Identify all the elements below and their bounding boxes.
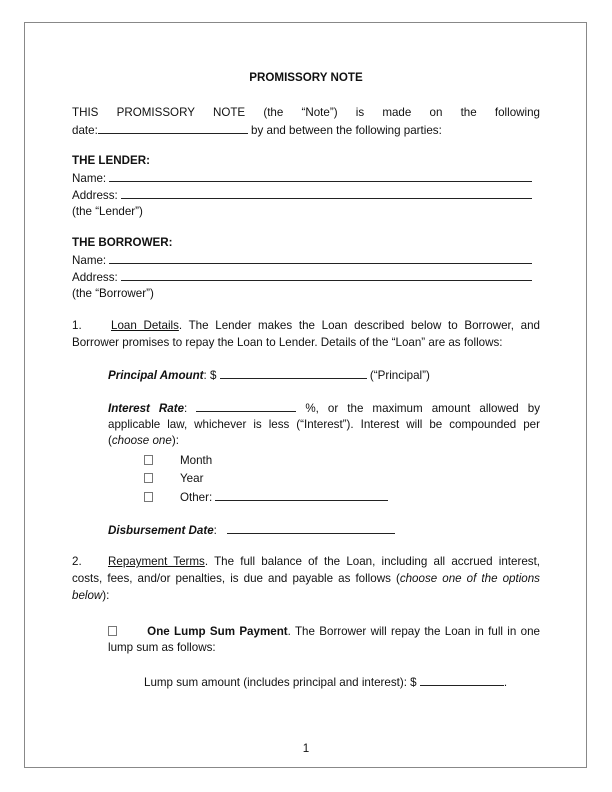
borrower-name-row [72,252,532,269]
paren-open: ( [108,434,112,447]
disbursement-row [108,522,395,539]
choose-one-text: choose one [111,434,172,447]
borrower-heading: THE BORROWER: [72,236,173,249]
lump-sum-amount-label: Lump sum amount (includes principal and interest): $ [144,676,417,689]
option-month-label: Month [180,454,213,467]
borrower-address-row [72,269,532,286]
lump-sum-period: . [503,676,508,689]
document-title: PROMISSORY NOTE [249,71,363,84]
disbursement-colon: : [213,524,217,537]
intro-line-1: THIS PROMISSORY NOTE (the “Note”) is made on the following [72,106,540,119]
option-other-label: Other: [180,491,213,504]
section2-line-1-text: . The full balance of the Loan, including all accrued interest, [204,555,541,568]
section1-line-2: Borrower promises to repay the Loan to Lender. Details of the “Loan” are as follows: [72,336,503,349]
section1-line-1-text: . The Lender makes the Loan described below to Borrower, and [178,319,540,332]
borrower-defined: (the “Borrower”) [72,287,154,300]
intro-line-2 [72,122,442,139]
date-field[interactable] [98,122,248,134]
option-other[interactable] [144,489,388,506]
borrower-address-field[interactable] [121,269,532,281]
principal-sep: : $ [203,369,217,382]
other-field[interactable] [215,489,388,501]
interest-colon: : [184,402,188,415]
section2-number: 2. [72,555,82,568]
interest-line-1-text: %, or the maximum amount allowed by [305,402,540,415]
section2-line-3 [72,588,109,604]
option-year[interactable] [144,471,203,487]
intro-line-2-text: by and between the following parties: [251,124,442,137]
principal-row [108,367,430,384]
paren-close: ): [171,434,179,447]
interest-line-2: applicable law, whichever is less (“Interest”). Interest will be compounded per [108,418,540,431]
lump-sum-amount-row [144,674,507,691]
borrower-name-field[interactable] [109,252,532,264]
section2-line-2 [72,571,540,587]
checkbox-icon[interactable] [144,473,153,483]
lender-name-row [72,170,532,187]
lender-defined: (the “Lender”) [72,205,143,218]
section2-line-2-italic: choose one of the options [399,572,540,585]
lump-sum-line-2: lump sum as follows: [108,641,216,654]
interest-rate-field[interactable] [196,400,296,412]
lump-sum-heading: One Lump Sum Payment [147,625,288,638]
lender-heading: THE LENDER: [72,154,150,167]
checkbox-icon[interactable] [108,626,117,636]
interest-line-3 [108,433,179,449]
page-number: 1 [302,742,310,755]
option-month[interactable] [144,453,212,469]
section1-heading: Loan Details [111,319,179,332]
borrower-address-label: Address: [72,271,118,284]
section2-line-3-italic: below [72,589,103,602]
principal-label: Principal Amount [108,369,204,382]
date-label: date: [72,124,98,137]
disbursement-label: Disbursement Date [108,524,214,537]
lender-name-field[interactable] [109,170,532,182]
section1-line-1 [111,318,540,334]
principal-field[interactable] [220,367,367,379]
checkbox-icon[interactable] [144,455,153,465]
lender-address-field[interactable] [121,187,532,199]
option-year-label: Year [180,472,204,485]
lump-sum-amount-field[interactable] [420,674,504,686]
checkbox-icon[interactable] [144,492,153,502]
lender-address-label: Address: [72,189,118,202]
lump-sum-line-1 [108,624,540,640]
section2-line-1 [108,554,540,570]
section2-line-3-text: ): [102,589,110,602]
lender-address-row [72,187,532,204]
section2-line-2-text: costs, fees, and/or penalties, is due and payable as follows ( [72,572,400,585]
borrower-name-label: Name: [72,254,107,267]
interest-label: Interest Rate [108,402,185,415]
section1-number: 1. [72,319,82,332]
lender-name-label: Name: [72,172,107,185]
section2-heading: Repayment Terms [108,555,205,568]
principal-suffix: (“Principal”) [369,369,430,382]
disbursement-date-field[interactable] [227,522,395,534]
lump-sum-line-1-text: . The Borrower will repay the Loan in full in one [287,625,540,638]
interest-line-1 [108,400,540,417]
